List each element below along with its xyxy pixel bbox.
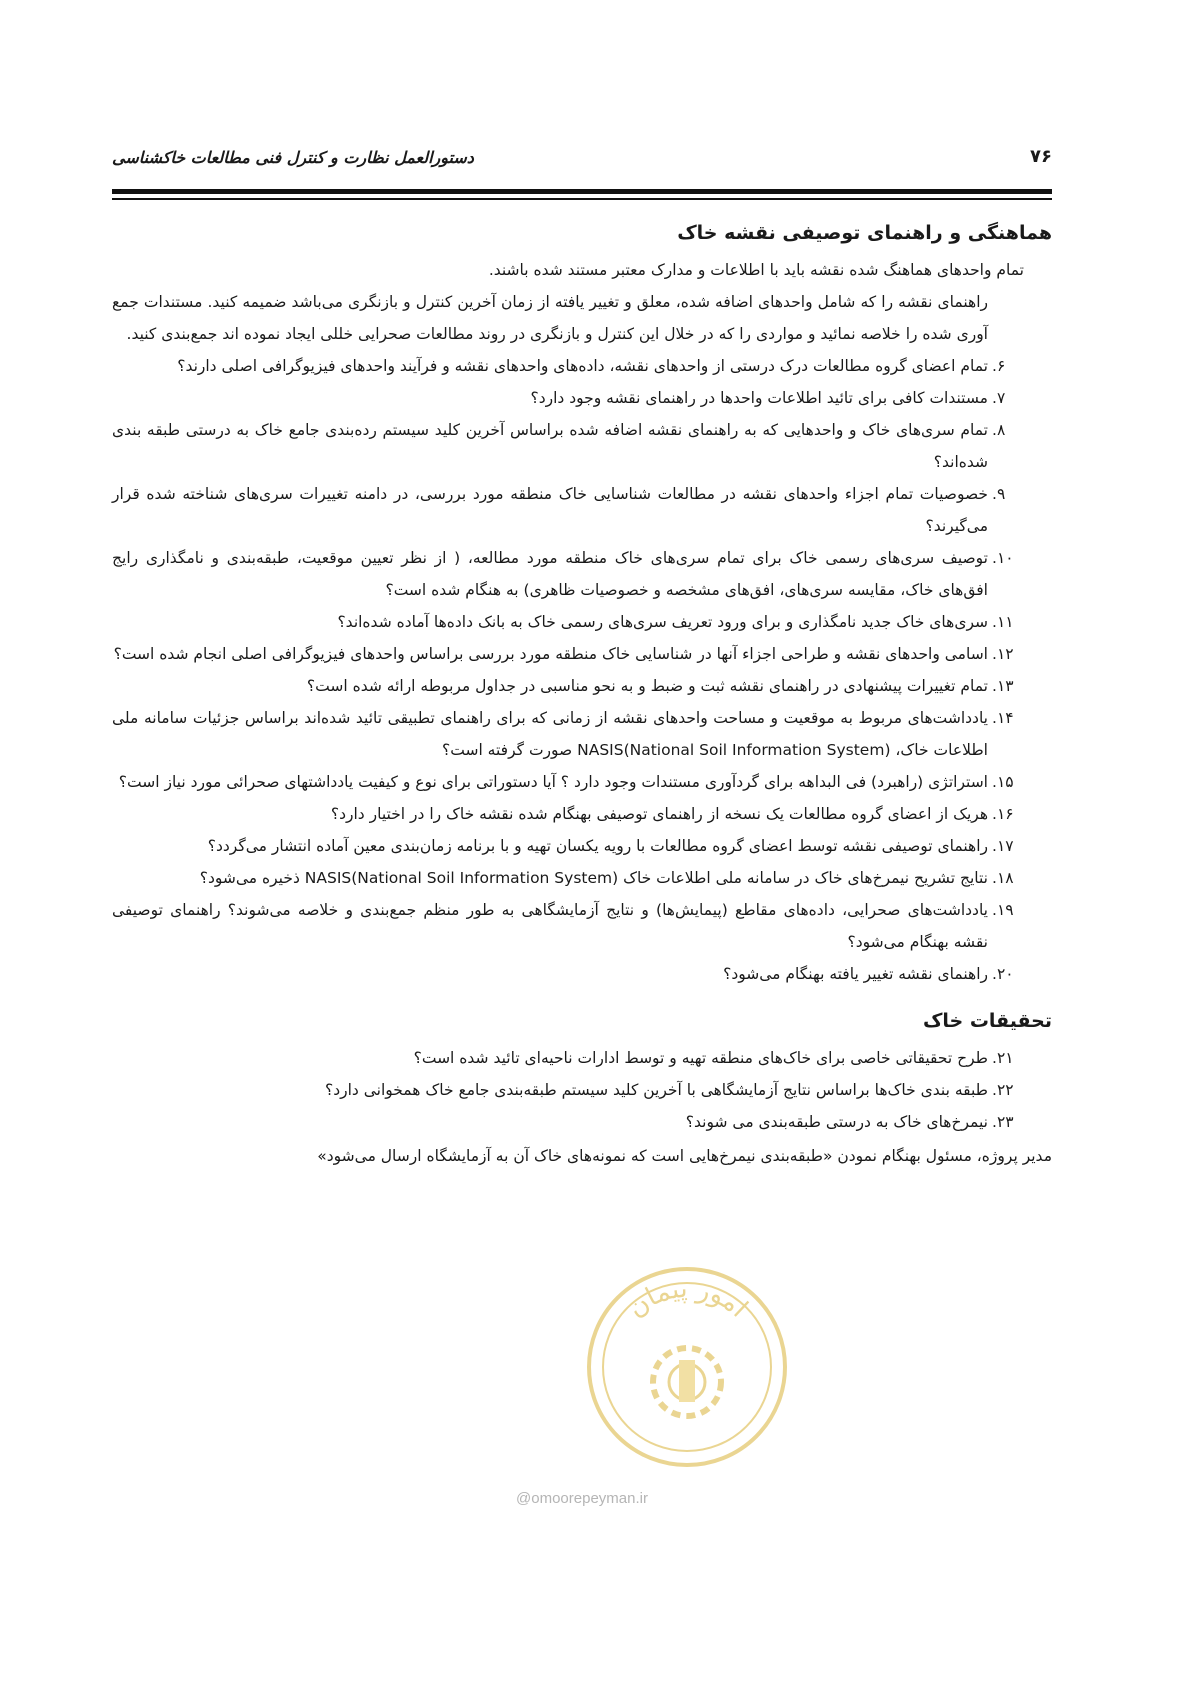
checklist-item [112, 638, 1052, 670]
item-text: تمام اعضای گروه مطالعات درک درستی از واحدهای نقشه، داده‌های واحدهای نقشه و فرآیند واحدهای فیزیوگرافی اصلی دارند؟ [177, 357, 988, 375]
item-number: ۱۳. [992, 677, 1014, 695]
checklist-soil-research [112, 1042, 1052, 1138]
item-text: نتایج تشریح نیمرخ‌های خاک در سامانه ملی اطلاعات خاک NASIS(National Soil Information System) ذخیره می‌شود؟ [199, 869, 988, 887]
intro-paragraph: تمام واحدهای هماهنگ شده نقشه باید با اطلاعات و مدارک معتبر مستند شده باشند. [488, 261, 1024, 279]
item-number: ۸. [992, 421, 1006, 439]
item-text: خصوصیات تمام اجزاء واحدهای نقشه در مطالعات شناسایی خاک منطقه مورد بررسی، در دامنه تغییرات سری‌های شناخته شده قرار می‌گیرند؟ [112, 485, 988, 535]
svg-text:امور پیمان [622, 1274, 753, 1324]
item-text: طبقه بندی خاک‌ها براساس نتایج آزمایشگاهی با آخرین کلید سیستم طبقه‌بندی جامع خاک همخوانی دارد؟ [324, 1081, 988, 1099]
header-rule-thick [112, 189, 1052, 194]
item-text: یادداشت‌های صحرایی، داده‌های مقاطع (پیمایش‌ها) و نتایج آزمایشگاهی به طور منظم جمع‌بندی و خلاصه می‌شوند؟ راهنمای توصیفی نقشه بهنگام می‌شود؟ [112, 901, 988, 951]
page-number: ۷۶ [1030, 146, 1052, 167]
item-number: ۱۹. [992, 901, 1014, 919]
item-number: ۱۱. [992, 613, 1014, 631]
page-header [112, 146, 1052, 176]
item-text: تمام سری‌های خاک و واحدهایی که به راهنمای نقشه اضافه شده براساس آخرین کلید سیستم رده‌بندی جامع خاک به درستی طبقه بندی شده‌اند؟ [112, 421, 988, 471]
document-page [112, 0, 1052, 1684]
checklist-item [112, 798, 1052, 830]
item-number: ۲۱. [992, 1049, 1014, 1067]
item-text: مستندات کافی برای تائید اطلاعات واحدها در راهنمای نقشه وجود دارد؟ [530, 389, 988, 407]
item-number: ۱۸. [992, 869, 1014, 887]
checklist-item [112, 1106, 1052, 1138]
checklist-item [112, 478, 1052, 542]
item-text: استراتژی (راهبرد) فی البداهه برای گردآوری مستندات وجود دارد ؟ آیا دستوراتی برای نوع و کیفیت یادداشتهای صحرائی مورد نیاز است؟ [118, 773, 988, 791]
watermark-stamp-logo [582, 1262, 792, 1472]
item-text: هریک از اعضای گروه مطالعات یک نسخه از راهنمای توصیفی بهنگام شده نقشه خاک را در اختیار دارد؟ [330, 805, 988, 823]
page-content [112, 218, 1052, 1172]
checklist-item [112, 670, 1052, 702]
section-heading-map-guide: هماهنگی و راهنمای توصیفی نقشه خاک [677, 222, 1052, 244]
item-number: ۱۴. [992, 709, 1014, 727]
item-text: سری‌های خاک جدید نامگذاری و برای ورود تعریف سری‌های رسمی خاک به بانک داده‌ها آماده شده‌اند؟ [337, 613, 988, 631]
item-text: توصیف سری‌های رسمی خاک برای تمام سری‌های خاک منطقه مورد مطالعه، ( از نظر تعیین موقعیت، طبقه‌بندی و نامگذاری رایج افق‌های خاک، مقایسه سری‌های، افق‌های مشخصه و خصوصیات ظاهری) به هنگام شده است؟ [112, 549, 988, 599]
checklist-map-guide [112, 350, 1052, 990]
checklist-item [112, 702, 1052, 766]
item-text: تمام تغییرات پیشنهادی در راهنمای نقشه ثبت و ضبط و به نحو مناسبی در جداول مربوطه ارائه شده است؟ [306, 677, 988, 695]
checklist-item [112, 1074, 1052, 1106]
item-text: یادداشت‌های مربوط به موقعیت و مساحت واحدهای نقشه از زمانی که برای راهنمای تطبیقی تائید شده‌اند براساس جزئیات سامانه ملی اطلاعات خاک، NASIS(National Soil Information System) صورت گرفته است؟ [112, 709, 988, 759]
item-number: ۱۲. [992, 645, 1014, 663]
item-number: ۶. [992, 357, 1006, 375]
header-rule-thin [112, 198, 1052, 200]
item-number: ۹. [992, 485, 1006, 503]
checklist-item [112, 958, 1052, 990]
checklist-item [112, 414, 1052, 478]
closing-paragraph: مدیر پروژه، مسئول بهنگام نمودن «طبقه‌بندی نیمرخ‌هایی است که نمونه‌های خاک آن به آزمایشگاه ارسال می‌شود» [317, 1147, 1052, 1165]
item-text: نیمرخ‌های خاک به درستی طبقه‌بندی می شوند؟ [685, 1113, 988, 1131]
checklist-item [112, 862, 1052, 894]
body-paragraph: راهنمای نقشه را که شامل واحدهای اضافه شده، معلق و تغییر یافته از زمان آخرین کنترل و بازنگری می‌باشد ضمیمه کنید. مستندات جمع آوری شده را خلاصه نمائید و مواردی را که در خلال این کنترل و بازنگری در روند مطالعات صحرایی خللی ایجاد نموده اند جمع‌بندی کنید. [112, 293, 988, 343]
section-heading-soil-research: تحقیقات خاک [922, 1010, 1052, 1032]
item-number: ۲۰. [992, 965, 1014, 983]
item-number: ۱۷. [992, 837, 1014, 855]
item-text: اسامی واحدهای نقشه و طراحی اجزاء آنها در شناسایی خاک منطقه مورد بررسی براساس واحدهای فیزیوگرافی اصلی انجام شده است؟ [113, 645, 988, 663]
item-number: ۲۲. [992, 1081, 1014, 1099]
stamp-text: امور پیمان [621, 1273, 754, 1324]
item-text: راهنمای توصیفی نقشه توسط اعضای گروه مطالعات با رویه یکسان تهیه و با برنامه زمان‌بندی معین آماده انتشار می‌گردد؟ [207, 837, 988, 855]
item-number: ۷. [992, 389, 1006, 407]
item-number: ۱۰. [992, 549, 1014, 567]
running-title: دستورالعمل نظارت و کنترل فنی مطالعات خاکشناسی [112, 148, 474, 167]
checklist-item [112, 894, 1052, 958]
watermark-site: @omoorepeyman.ir [516, 1490, 648, 1507]
checklist-item [112, 382, 1052, 414]
item-number: ۱۶. [992, 805, 1014, 823]
checklist-item [112, 350, 1052, 382]
item-number: ۲۳. [992, 1113, 1014, 1131]
item-number: ۱۵. [992, 773, 1014, 791]
checklist-item [112, 1042, 1052, 1074]
checklist-item [112, 830, 1052, 862]
item-text: راهنمای نقشه تغییر یافته بهنگام می‌شود؟ [723, 965, 988, 983]
item-text: طرح تحقیقاتی خاصی برای خاک‌های منطقه تهیه و توسط ادارات ناحیه‌ای تائید شده است؟ [413, 1049, 988, 1067]
checklist-item [112, 766, 1052, 798]
checklist-item [112, 542, 1052, 606]
checklist-item [112, 606, 1052, 638]
